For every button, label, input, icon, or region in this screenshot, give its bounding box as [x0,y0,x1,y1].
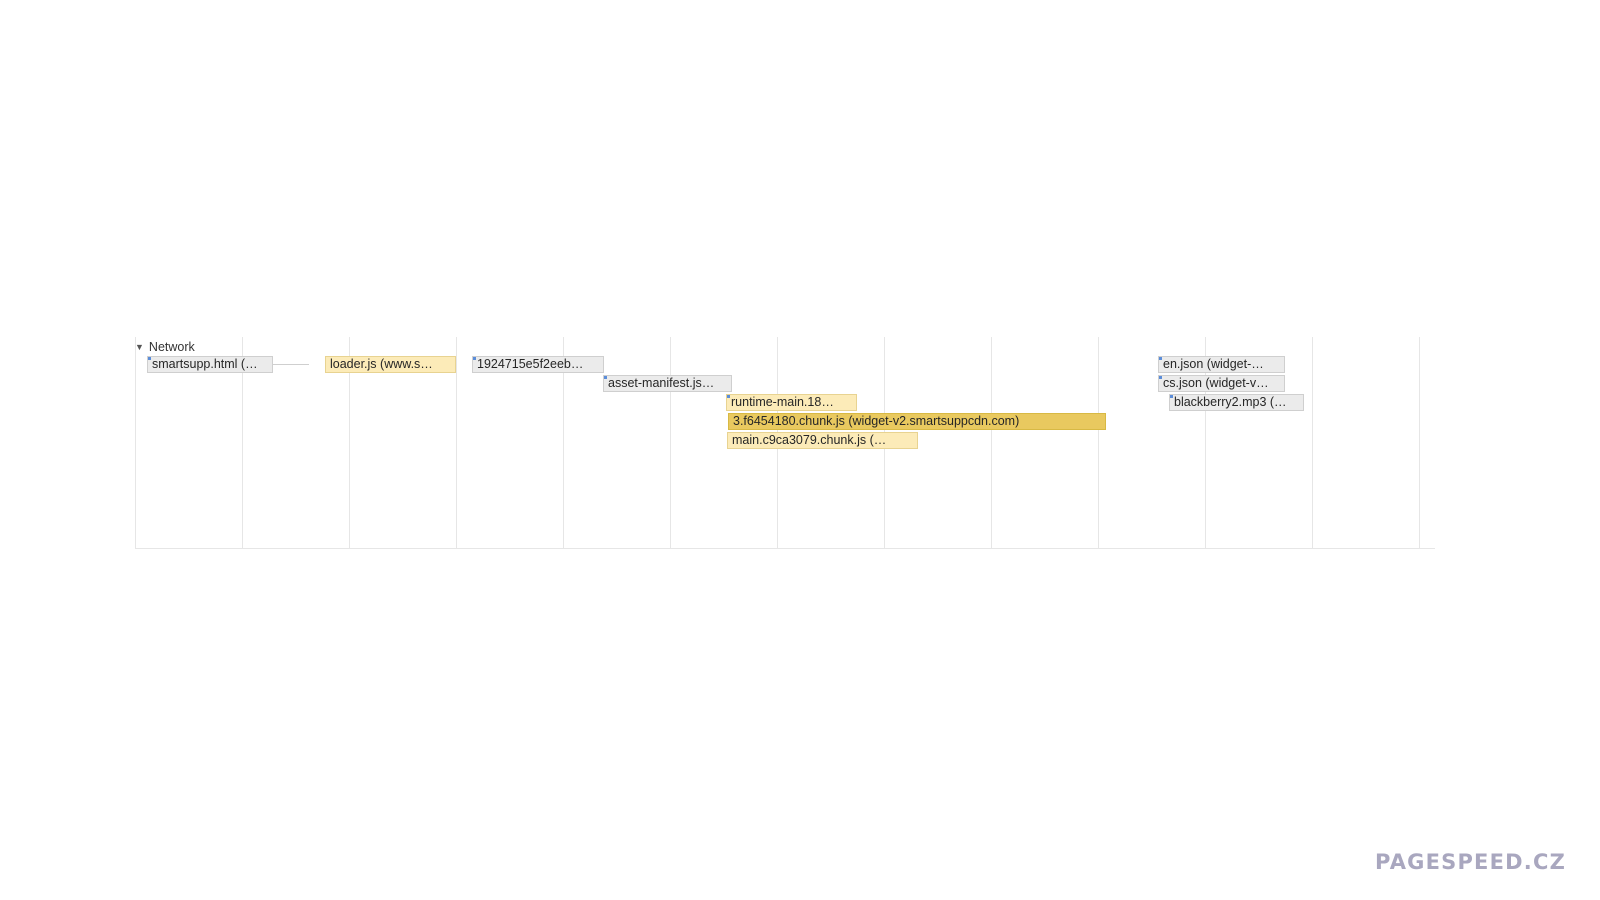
network-request-bar[interactable] [603,375,732,392]
request-start-marker-icon [147,356,151,360]
network-request-bar[interactable] [726,394,857,411]
timeline-gridline [1098,337,1099,549]
network-request-bar[interactable] [728,413,1106,430]
timeline-gridline [1312,337,1313,549]
request-label: runtime-main.18… [731,395,834,409]
request-start-marker-icon [1169,394,1173,398]
request-label: main.c9ca3079.chunk.js (… [732,433,887,447]
request-label: loader.js (www.s… [330,357,433,371]
timeline-gridline [456,337,457,549]
request-start-marker-icon [603,375,607,379]
network-request-bar[interactable] [727,432,918,449]
request-start-marker-icon [726,394,730,398]
pagespeed-watermark: PAGESPEED.CZ [1375,850,1566,874]
request-start-marker-icon [472,356,476,360]
network-request-bar[interactable] [147,356,273,373]
request-label: smartsupp.html (… [152,357,258,371]
chevron-down-icon[interactable]: ▼ [135,341,144,352]
network-request-bar[interactable] [1169,394,1304,411]
request-start-marker-icon [1158,356,1162,360]
timeline-gridline [135,337,136,549]
network-timeline-panel [135,337,1435,549]
request-connector-line [273,364,309,365]
network-section-header[interactable] [135,339,195,355]
timeline-gridline [670,337,671,549]
request-start-marker-icon [1158,375,1162,379]
timeline-baseline [135,548,1435,549]
request-label: cs.json (widget-v… [1163,376,1269,390]
timeline-gridline [1419,337,1420,549]
network-request-bar[interactable] [1158,375,1285,392]
request-label: asset-manifest.js… [608,376,715,390]
request-label: blackberry2.mp3 (… [1174,395,1287,409]
network-request-bar[interactable] [325,356,456,373]
timeline-gridline [991,337,992,549]
request-label: en.json (widget-… [1163,357,1264,371]
network-request-bar[interactable] [472,356,604,373]
request-label: 1924715e5f2eeb… [477,357,584,371]
network-request-bar[interactable] [1158,356,1285,373]
request-label: 3.f6454180.chunk.js (widget-v2.smartsuppcdn.com) [733,414,1020,428]
network-section-label: Network [148,340,195,354]
